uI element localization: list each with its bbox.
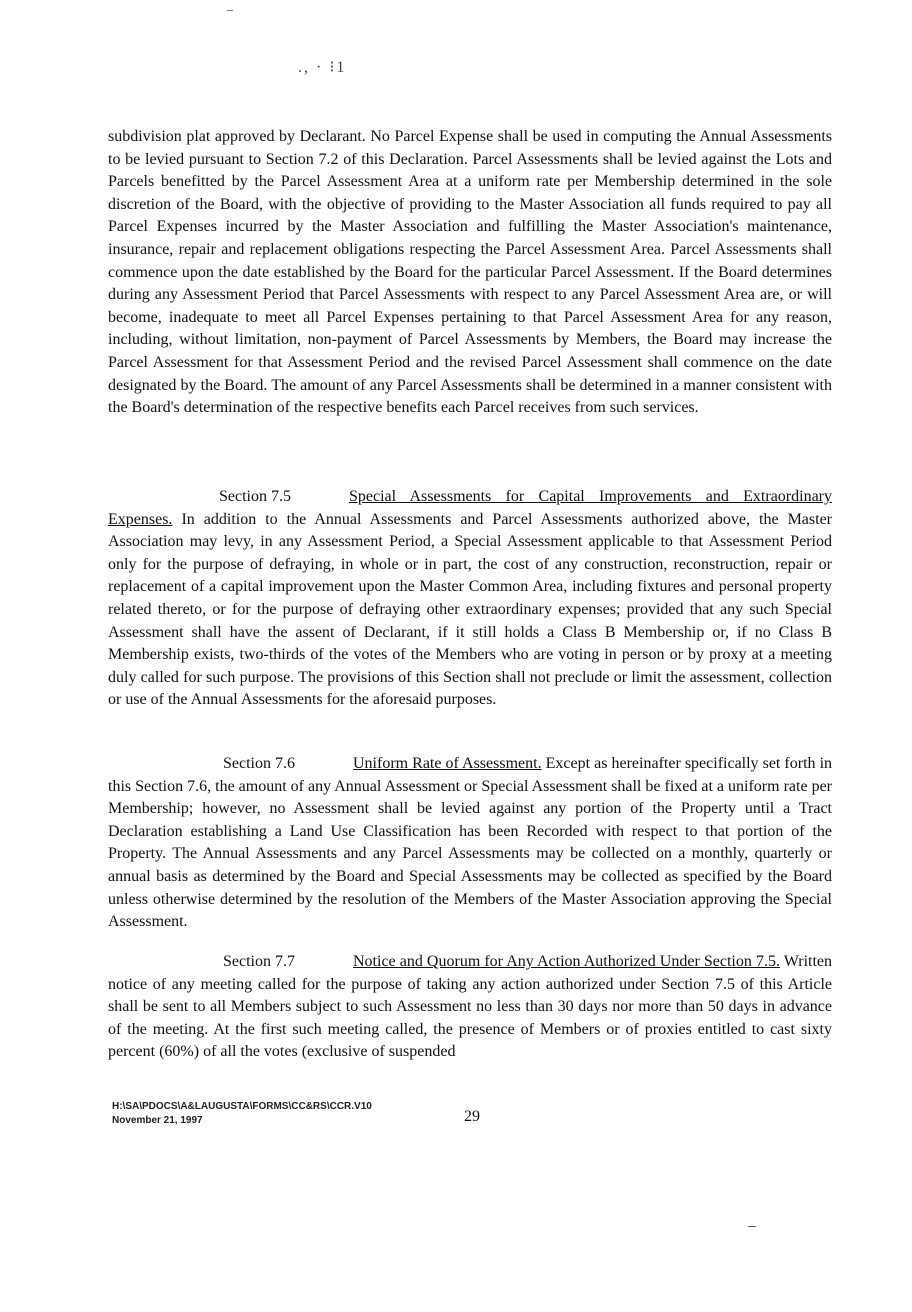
- scan-mark-bottom: [748, 1226, 756, 1227]
- page-number: 29: [464, 1108, 480, 1125]
- footer-info: [112, 1100, 372, 1128]
- section-number: Section 7.7: [223, 953, 295, 970]
- scan-mark-top: [227, 10, 233, 11]
- section-title: Notice and Quorum for Any Action Authorized Under Section 7.5.: [353, 953, 780, 970]
- section-7-5: [108, 486, 832, 712]
- section-number: Section 7.6: [223, 755, 295, 772]
- section-7-7: [108, 951, 832, 1064]
- section-title: Uniform Rate of Assessment.: [353, 755, 542, 772]
- section-number: Section 7.5: [219, 488, 291, 505]
- paragraph-continuation: subdivision plat approved by Declarant. No Parcel Expense shall be used in computing the Annual Assessments to be levied pursuant to Section 7.2 of this Declaration. Parcel Assessments shall be levied against the Lots and Parcels benefitted by the Parcel Assessment Area at a uniform rate per Membership determined in the sole discretion of the Board, with the objective of providing to the Master Association all funds required to pay all Parcel Expenses incurred by the Master Association and fulfilling the Master Association's maintenance, insurance, repair and replacement obligations respecting the Parcel Assessment Area. Parcel Assessments shall commence upon the date established by the Board for the particular Parcel Assessment. If the Board determines during any Assessment Period that Parcel Assessments with respect to any Parcel Assessment Area are, or will become, inadequate to meet all Parcel Expenses pertaining to that Parcel Assessment Area for any reason, including, without limitation, non-payment of Parcel Assessments by Members, the Board may increase the Parcel Assessment for that Assessment Period and the revised Parcel Assessment shall commence on the date designated by the Board. The amount of any Parcel Assessments shall be determined in a manner consistent with the Board's determination of the respective benefits each Parcel receives from such services.: [108, 128, 832, 417]
- section-text: In addition to the Annual Assessments and Parcel Assessments authorized above, the Master Association may levy, in any Assessment Period, a Special Assessment applicable to that Assessment Period only for the purpose of defraying, in whole or in part, the cost of any construction, reconstruction, repair or replacement of a capital improvement upon the Master Common Area, including fixtures and personal property related thereto, or for the purpose of defraying other extraordinary expenses; provided that any such Special Assessment shall have the assent of Declarant, if it still holds a Class B Membership or, if no Class B Membership exists, two-thirds of the votes of the Members who are voting in person or by proxy at a meeting duly called for such purpose. The provisions of this Section shall not preclude or limit the assessment, collection or use of the Annual Assessments for the aforesaid purposes.: [108, 510, 832, 709]
- section-title: Special Assessments for Capital Improvements and Extraordinary Expenses.: [108, 488, 832, 528]
- section-text: Written notice of any meeting called for the purpose of taking any action authorized under Section 7.5 of this Article shall be sent to all Members subject to such Assessment no less than 30 days nor more than 50 days in advance of the meeting. At the first such meeting called, the presence of Members or of proxies entitled to cast sixty percent (60%) of all the votes (exclusive of suspended: [108, 953, 833, 1061]
- section-7-6: [108, 753, 832, 934]
- header-stamp: ., · ⁝1: [298, 59, 347, 76]
- footer-file-path: H:\SA\PDOCS\A&LAUGUSTA\FORMS\CC&RS\CCR.V10: [112, 1101, 372, 1112]
- footer-date: November 21, 1997: [112, 1115, 203, 1126]
- section-text: Except as hereinafter specifically set forth in this Section 7.6, the amount of any Annual Assessment or Special Assessment shall be fixed at a uniform rate per Membership; however, no Assessment shall be levied against any portion of the Property until a Tract Declaration establishing a Land Use Classification has been Recorded with respect to that portion of the Property. The Annual Assessments and any Parcel Assessments may be collected on a monthly, quarterly or annual basis as determined by the Board and Special Assessments may be collected as specified by the Board unless otherwise determined by the resolution of the Members of the Master Association approving the Special Assessment.: [108, 755, 833, 931]
